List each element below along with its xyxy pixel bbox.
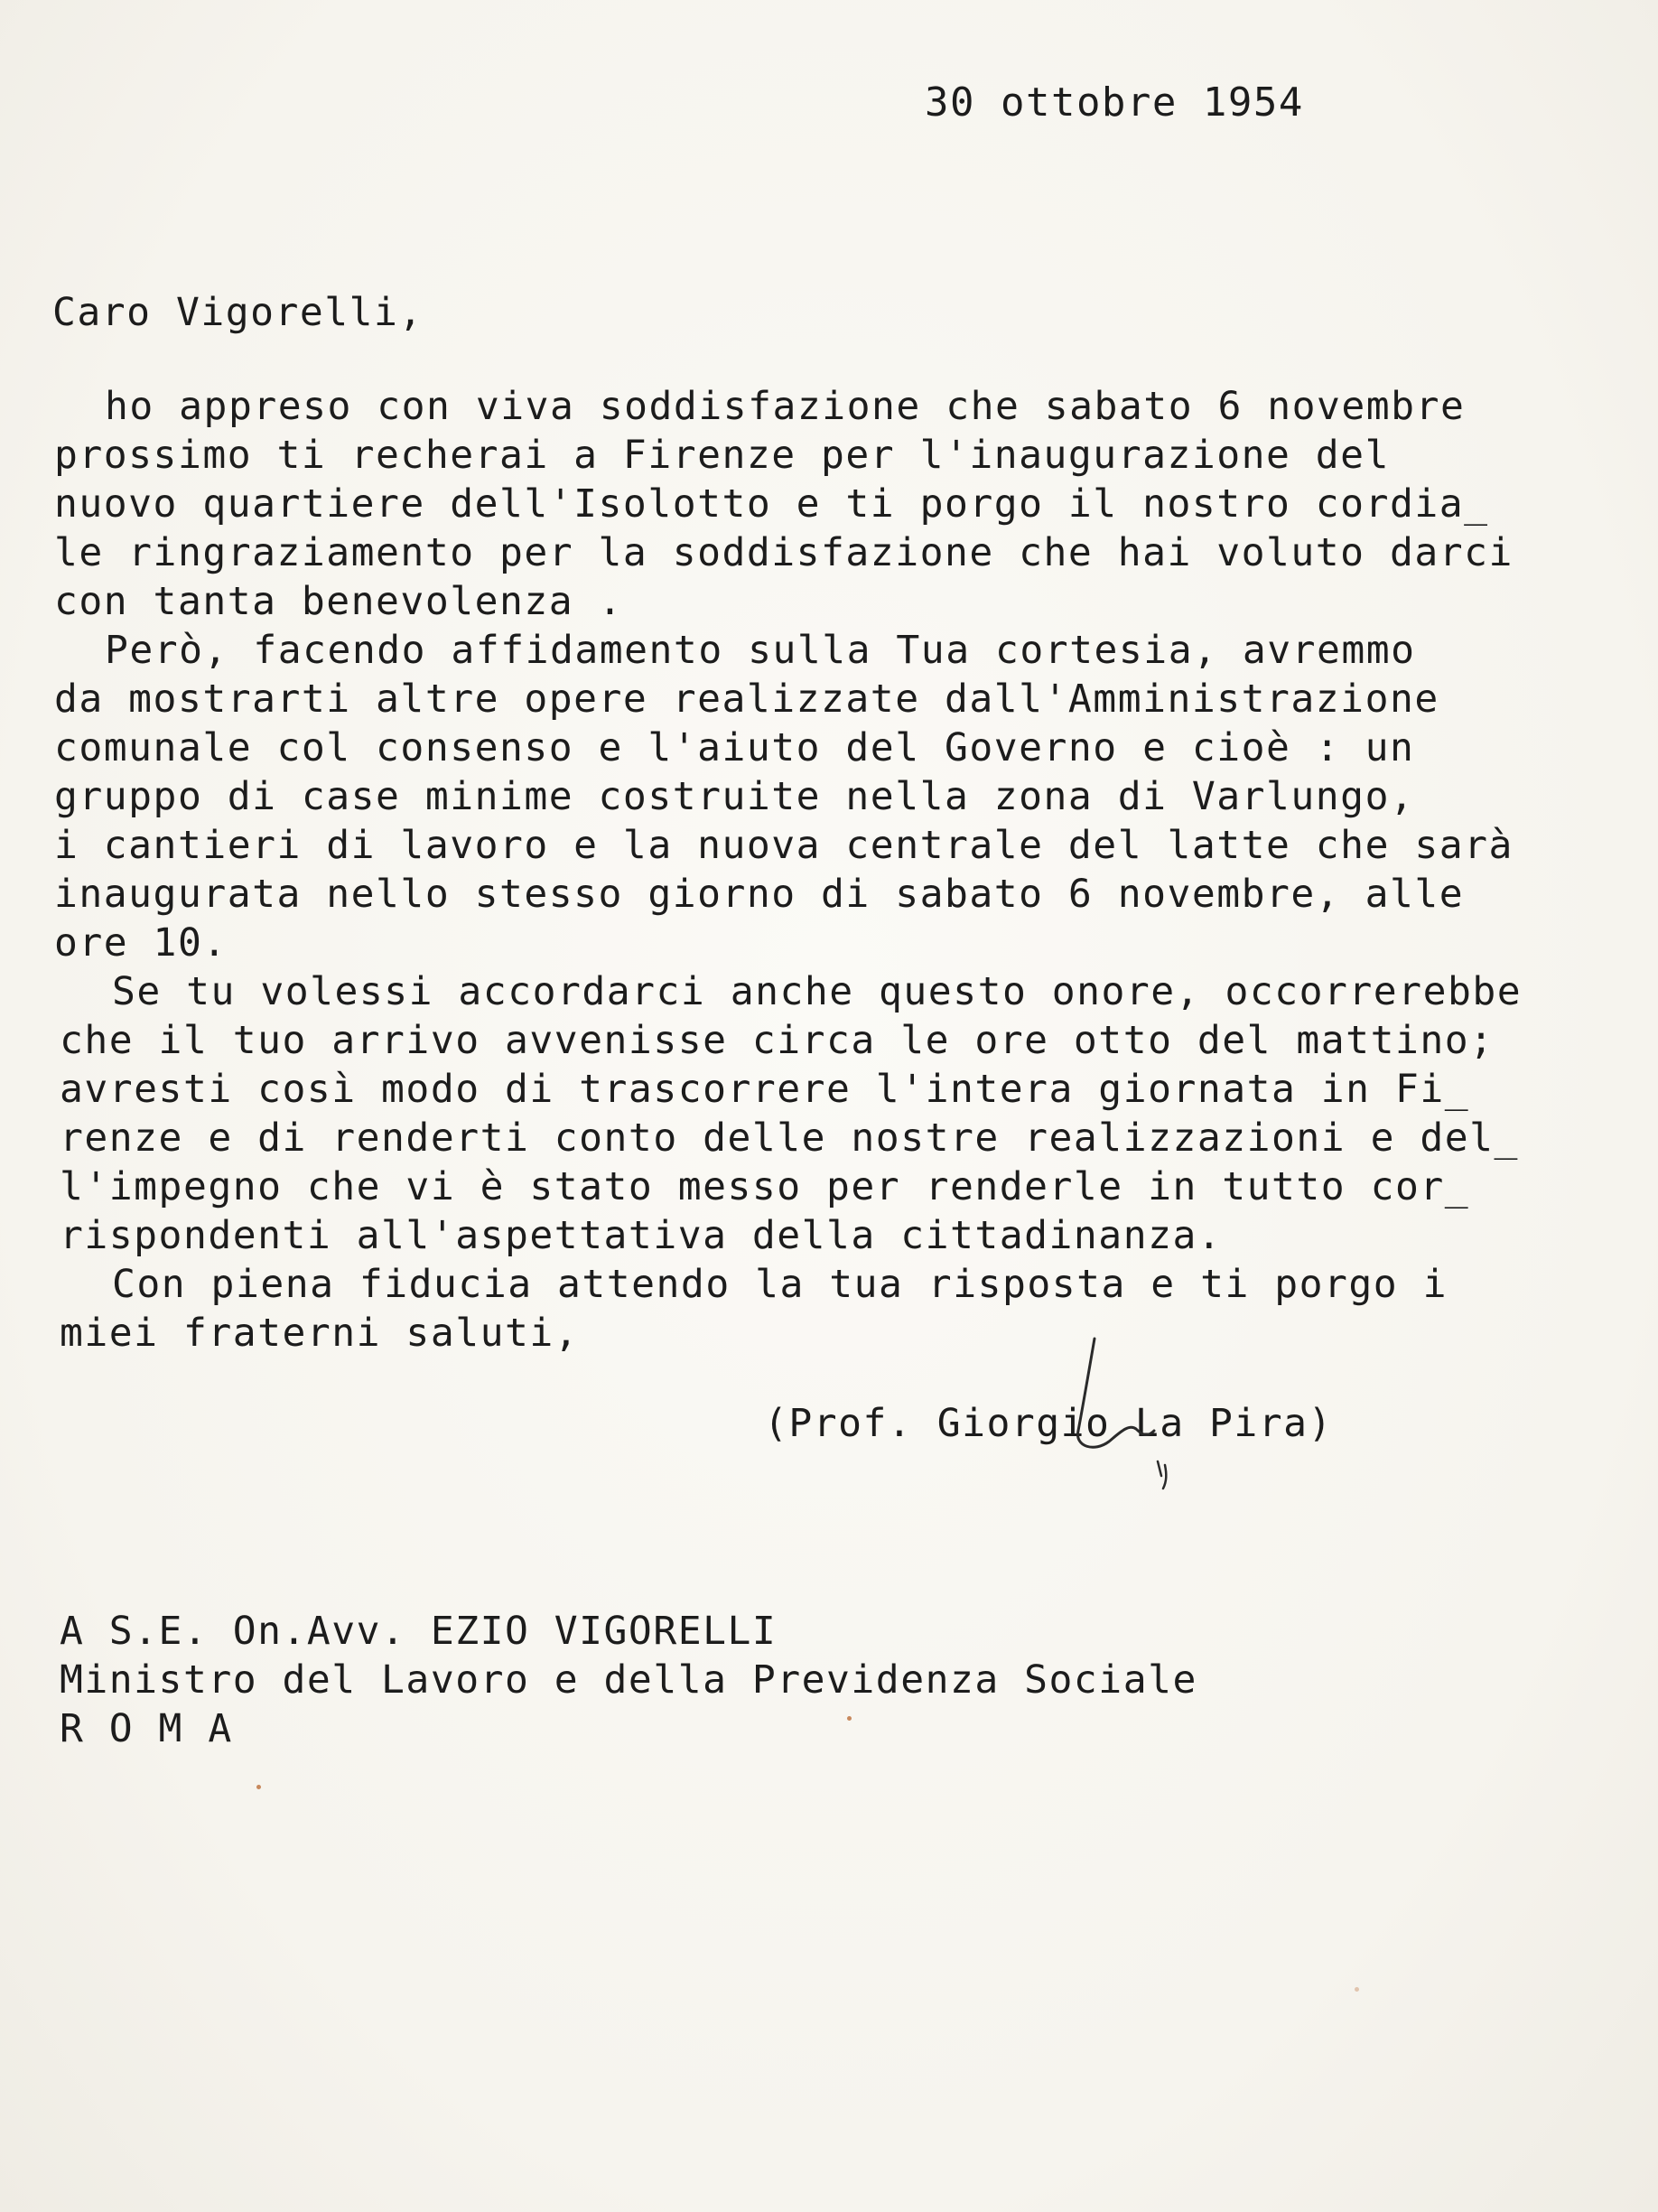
- signature-name-typed: (Prof. Giorgio La Pira): [764, 1401, 1333, 1446]
- salutation: Caro Vigorelli,: [52, 290, 424, 335]
- body-line: da mostrarti altre opere realizzate dall'Amministrazione: [54, 677, 1439, 722]
- body-line: nuovo quartiere dell'Isolotto e ti porgo il nostro cordia_: [54, 481, 1489, 527]
- body-line: Con piena fiducia attendo la tua risposta e ti porgo i: [112, 1262, 1448, 1307]
- addressee-line: R O M A: [60, 1706, 233, 1751]
- body-line: Però, facendo affidamento sulla Tua cortesia, avremmo: [105, 628, 1416, 673]
- body-line: ore 10.: [54, 920, 228, 966]
- body-line: i cantieri di lavoro e la nuova centrale del latte che sarà: [54, 823, 1514, 868]
- body-line: miei fraterni saluti,: [60, 1311, 580, 1356]
- letter-date: 30 ottobre 1954: [925, 79, 1304, 126]
- body-line: che il tuo arrivo avvenisse circa le ore otto del mattino;: [60, 1018, 1495, 1063]
- body-line: inaugurata nello stesso giorno di sabato 6 novembre, alle: [54, 872, 1465, 917]
- paper-speck: [256, 1785, 261, 1789]
- body-line: gruppo di case minime costruite nella zona di Varlungo,: [54, 774, 1415, 819]
- addressee-line: A S.E. On.Avv. EZIO VIGORELLI: [60, 1609, 778, 1654]
- body-line: con tanta benevolenza .: [54, 579, 623, 624]
- body-line: le ringraziamento per la soddisfazione che hai voluto darci: [54, 530, 1514, 575]
- handwritten-signature: [1064, 1330, 1190, 1510]
- body-line: rispondenti all'aspettativa della cittadinanza.: [60, 1213, 1223, 1258]
- body-line: avresti così modo di trascorrere l'intera giornata in Fi_: [60, 1067, 1470, 1112]
- body-line: renze e di renderti conto delle nostre realizzazioni e del_: [60, 1115, 1519, 1161]
- body-line: prossimo ti recherai a Firenze per l'inaugurazione del: [54, 433, 1390, 478]
- addressee-line: Ministro del Lavoro e della Previdenza Sociale: [60, 1657, 1197, 1703]
- body-line: l'impegno che vi è stato messo per renderle in tutto cor_: [60, 1164, 1470, 1209]
- body-line: Se tu volessi accordarci anche questo onore, occorrerebbe: [112, 969, 1523, 1014]
- paper-speck: [1355, 1987, 1359, 1992]
- paper-speck: [847, 1716, 852, 1721]
- body-line: ho appreso con viva soddisfazione che sabato 6 novembre: [105, 384, 1466, 429]
- body-line: comunale col consenso e l'aiuto del Governo e cioè : un: [54, 725, 1415, 770]
